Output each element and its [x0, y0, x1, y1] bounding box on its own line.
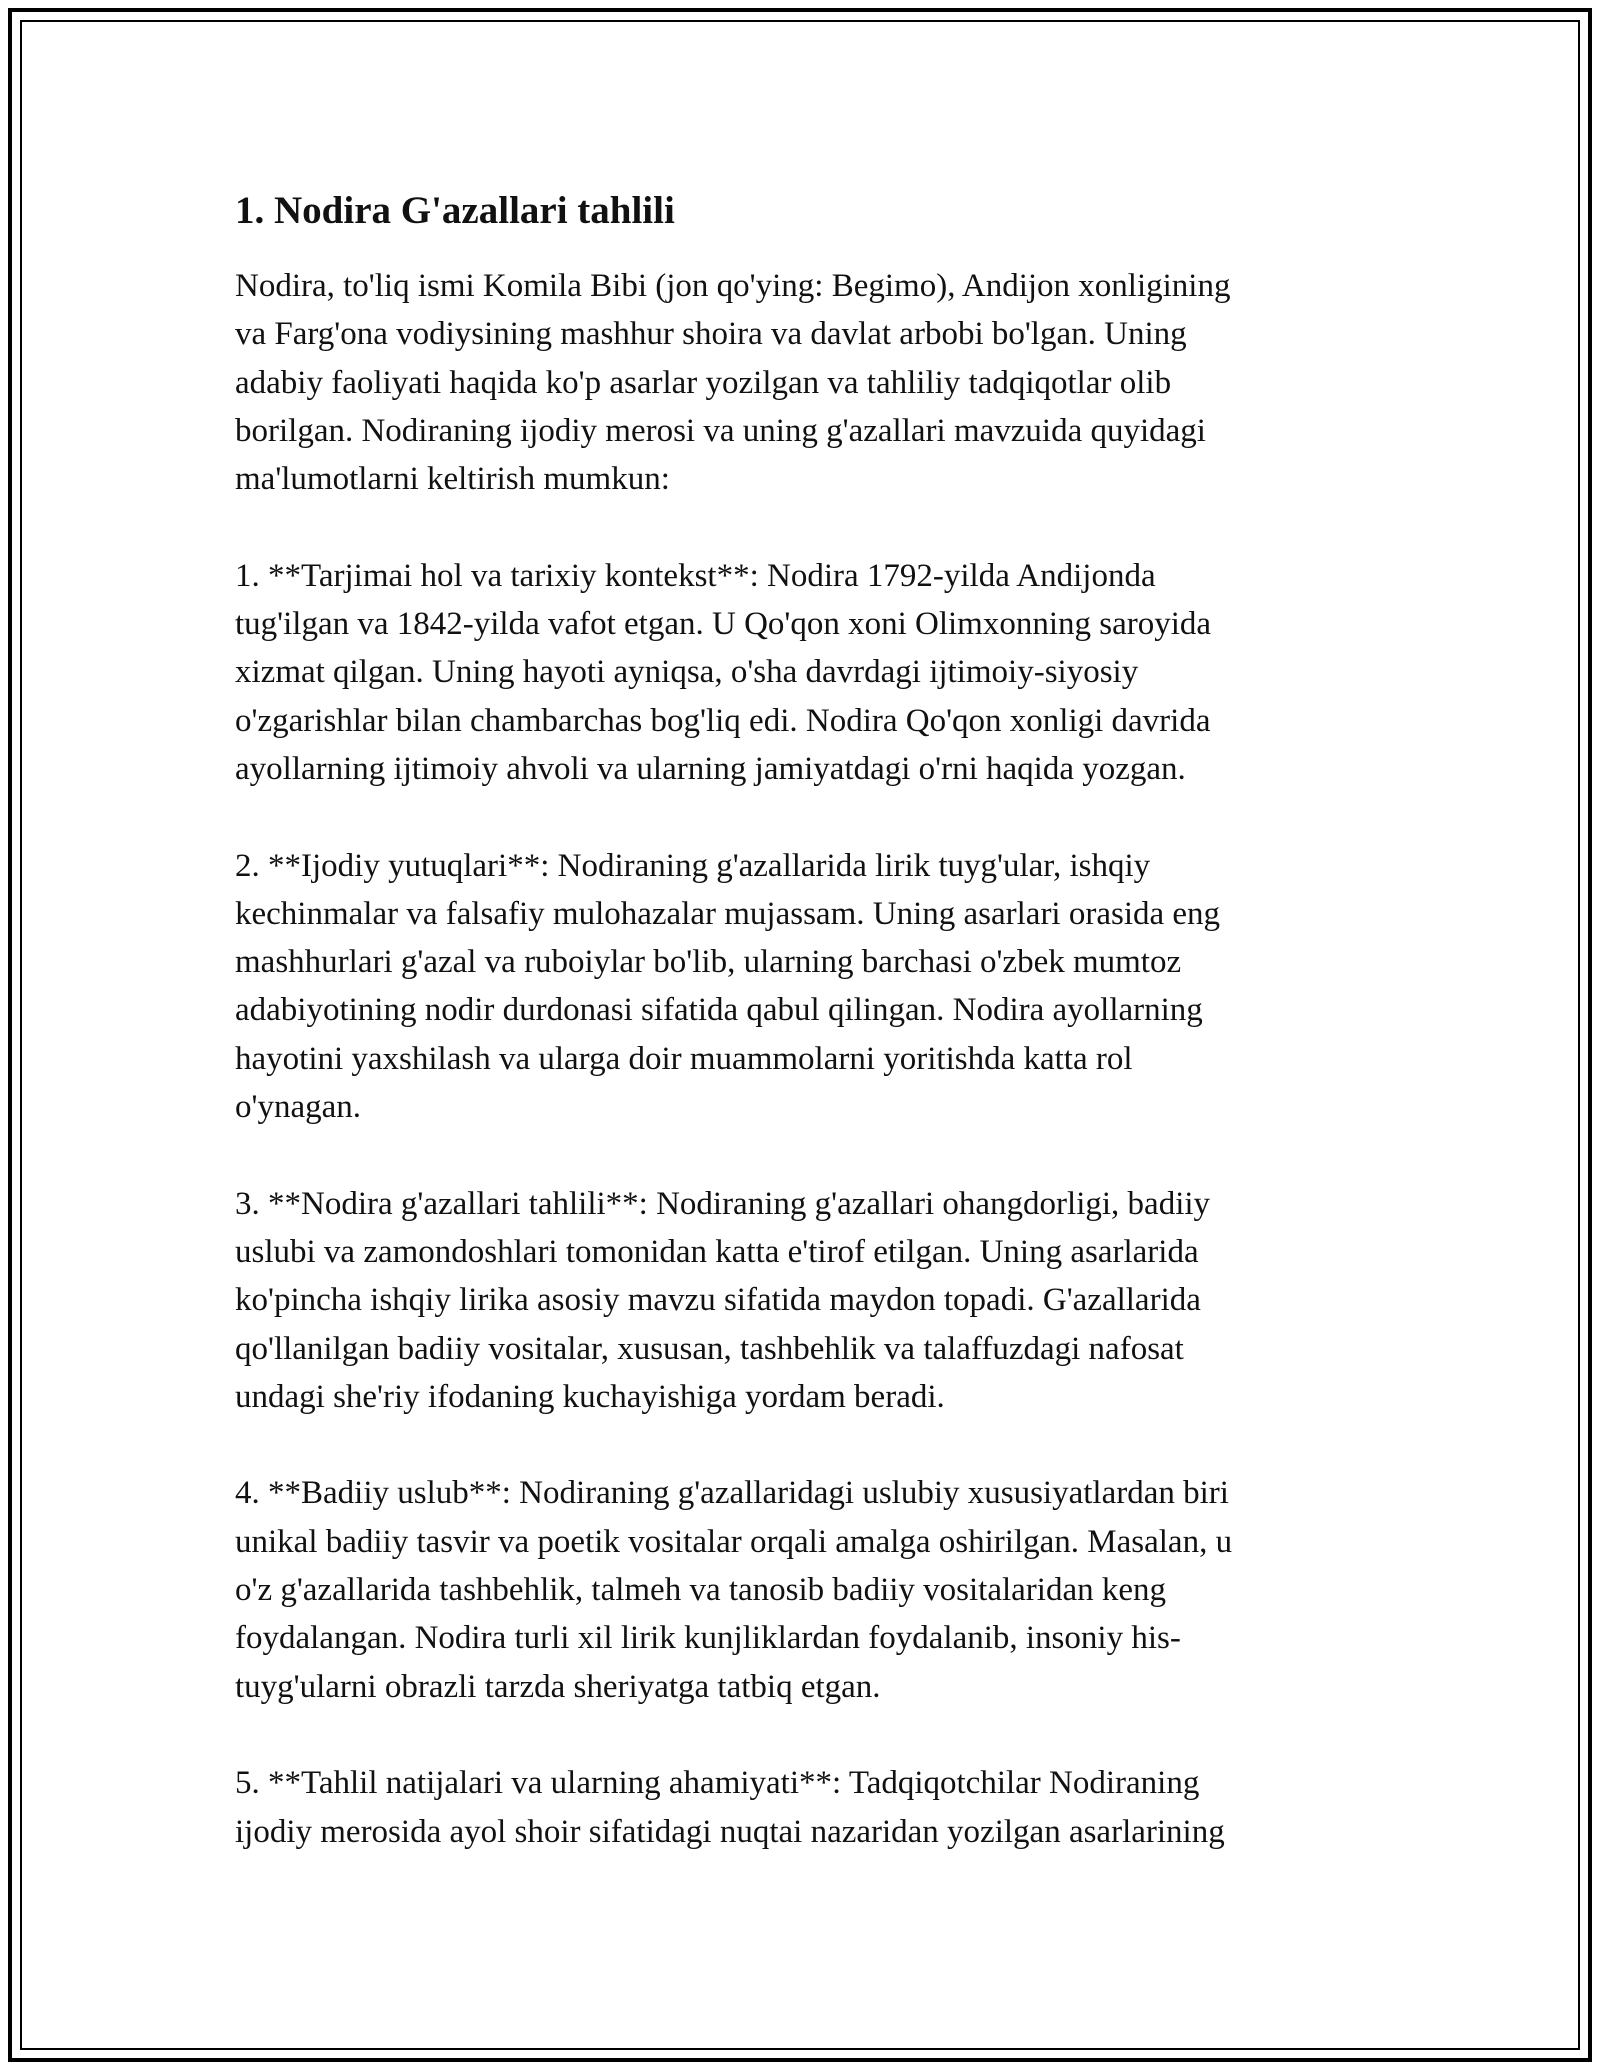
text-line: tug'ilgan va 1842-yilda vafot etgan. U Qo'qon xoni Olimxonning saroyida — [235, 606, 1212, 643]
text-line: ijodiy merosida ayol shoir sifatidagi nuqtai nazaridan yozilgan asarlarining — [235, 1813, 1225, 1850]
paragraph-item-4 — [235, 1469, 1353, 1710]
text-line: ma'lumotlarni keltirish mumkun: — [235, 461, 670, 498]
text-line: o'z g'azallarida tashbehlik, talmeh va tanosib badiiy vositalaridan keng — [235, 1572, 1167, 1609]
text-line: adabiyotining nodir durdonasi sifatida qabul qilingan. Nodira ayollarning — [235, 992, 1203, 1029]
text-line: 5. **Tahlil natijalari va ularning ahamiyati**: Tadqiqotchilar Nodiraning — [235, 1765, 1200, 1802]
text-line: Nodira, to'liq ismi Komila Bibi (jon qo'ying: Begimo), Andijon xonligining — [235, 268, 1231, 304]
text-line: hayotini yaxshilash va ularga doir muammolarni yoritishda katta rol — [235, 1040, 1133, 1077]
paragraph-intro — [235, 262, 1353, 503]
text-line: 4. **Badiiy uslub**: Nodiraning g'azallaridagi uslubiy xususiyatlardan biri — [235, 1475, 1229, 1512]
text-line: borilgan. Nodiraning ijodiy merosi va uning g'azallari mavzuida quyidagi — [235, 412, 1206, 449]
text-line: unikal badiiy tasvir va poetik vositalar orqali amalga oshirilgan. Masalan, u — [235, 1523, 1233, 1560]
text-line: 3. **Nodira g'azallari tahlili**: Nodiraning g'azallari ohangdorligi, badiiy — [235, 1185, 1211, 1222]
text-line: o'ynagan. — [235, 1089, 361, 1126]
text-line: o'zgarishlar bilan chambarchas bog'liq edi. Nodira Qo'qon xonligi davrida — [235, 702, 1211, 739]
document-body — [235, 186, 1353, 1904]
text-line: undagi she'riy ifodaning kuchayishiga yordam beradi. — [235, 1378, 945, 1415]
text-line: 2. **Ijodiy yutuqlari**: Nodiraning g'azallarida lirik tuyg'ular, ishqiy — [235, 847, 1151, 884]
paragraph-item-1 — [235, 552, 1353, 793]
text-line: 1. **Tarjimai hol va tarixiy kontekst**: Nodira 1792-yilda Andijonda — [235, 557, 1156, 594]
text-line: foydalangan. Nodira turli xil lirik kunjliklardan foydalanib, insoniy his- — [235, 1620, 1181, 1657]
text-line: va Farg'ona vodiysining mashhur shoira va davlat arbobi bo'lgan. Uning — [235, 316, 1187, 353]
text-line: ko'pincha ishqiy lirika asosiy mavzu sifatida maydon topadi. G'azallarida — [235, 1282, 1201, 1319]
paragraph-item-5 — [235, 1759, 1353, 1856]
text-line: xizmat qilgan. Uning hayoti ayniqsa, o'sha davrdagi ijtimoiy-siyosiy — [235, 654, 1139, 691]
text-line: ayollarning ijtimoiy ahvoli va ularning jamiyatdagi o'rni haqida yozgan. — [235, 750, 1186, 787]
text-line: adabiy faoliyati haqida ko'p asarlar yozilgan va tahliliy tadqiqotlar olib — [235, 364, 1172, 401]
text-line: kechinmalar va falsafiy mulohazalar mujassam. Uning asarlari orasida eng — [235, 895, 1221, 932]
text-line: uslubi va zamondoshlari tomonidan katta e'tirof etilgan. Uning asarlarida — [235, 1233, 1199, 1270]
paragraph-item-2 — [235, 842, 1353, 1132]
document-title: 1. Nodira G'azallari tahlili — [235, 189, 675, 232]
text-line: tuyg'ularni obrazli tarzda sheriyatga tatbiq etgan. — [235, 1668, 881, 1705]
text-line: qo'llanilgan badiiy vositalar, xususan, tashbehlik va talaffuzdagi nafosat — [235, 1330, 1184, 1367]
paragraph-item-3 — [235, 1180, 1353, 1421]
text-line: mashhurlari g'azal va ruboiylar bo'lib, ularning barchasi o'zbek mumtoz — [235, 944, 1182, 981]
